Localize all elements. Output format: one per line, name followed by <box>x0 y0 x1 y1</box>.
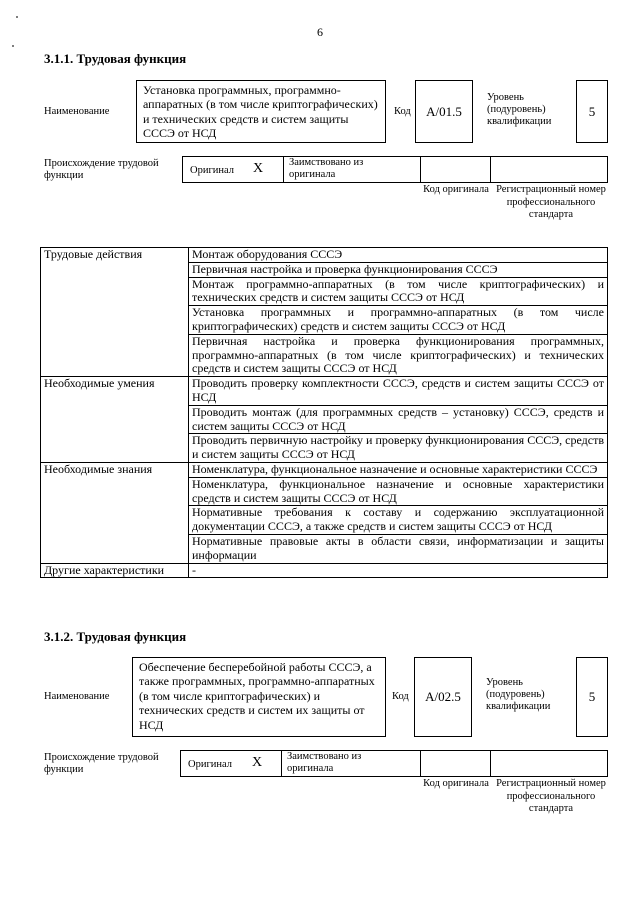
origin-divider <box>420 750 421 777</box>
level-box <box>576 80 608 143</box>
code-label: Код <box>394 106 411 117</box>
scan-speck <box>16 16 18 18</box>
name-label: Наименование <box>44 106 110 117</box>
action-item: Монтаж программно-аппаратных (в том числе криптографических) и технических средств и систем защиты СССЭ от НСД <box>189 277 608 306</box>
original-label: Оригинал <box>188 759 232 770</box>
borrowed-label: Заимствовано из оригинала <box>287 751 362 775</box>
level-value: 5 <box>588 103 596 119</box>
borrowed-label: Заимствовано из оригинала <box>289 157 364 181</box>
original-mark: X <box>252 755 263 770</box>
skill-item: Проводить проверку комплектности СССЭ, средств и систем защиты СССЭ от НСД <box>189 377 608 406</box>
other-label: Другие характеристики <box>41 563 189 578</box>
requirements-table <box>40 247 608 578</box>
knowledge-item: Нормативные правовые акты в области связи, информатизации и защиты информации <box>189 534 608 563</box>
table-row <box>41 377 608 406</box>
code-box <box>415 80 473 143</box>
action-item: Установка программных и программно-аппаратных (в том числе криптографических) средств и систем защиты СССЭ от НСД <box>189 306 608 335</box>
origin-label: Происхождение трудовой функции <box>44 158 159 182</box>
function-name-box <box>136 80 386 143</box>
origin-divider <box>420 156 421 183</box>
skills-label: Необходимые умения <box>41 377 189 463</box>
page-number: 6 <box>317 25 323 39</box>
origin-label: Происхождение трудовой функции <box>44 752 159 776</box>
knowledge-item: Номенклатура, функциональное назначение и основные характеристики СССЭ <box>189 462 608 477</box>
action-item: Первичная настройка и проверка функционирования СССЭ <box>189 262 608 277</box>
code-label: Код <box>392 691 409 702</box>
original-label: Оригинал <box>190 165 234 176</box>
reg-number-caption: Регистрационный номер профессионального стандарта <box>496 184 606 221</box>
knowledge-item: Нормативные требования к составу и содержанию эксплуатационной документации СССЭ, а также средств и систем защиты СССЭ от НСД <box>189 506 608 535</box>
level-label: Уровень (подуровень) квалификации <box>486 677 551 713</box>
code-value: A/02.5 <box>425 689 461 704</box>
origin-divider <box>281 750 282 777</box>
original-mark: X <box>253 161 264 176</box>
section-title: 3.1.1. Трудовая функция <box>44 51 187 66</box>
skill-item: Проводить монтаж (для программных средств – установку) СССЭ, средств и систем защиты СССЭ от НСД <box>189 405 608 434</box>
function-name-text: Установка программных, программно-аппаратных (в том числе криптографических) и технических средств и систем защиты СССЭ от НСД <box>143 83 378 141</box>
knowledge-item: Номенклатура, функциональное назначение и основные характеристики средств и систем защиты СССЭ от НСД <box>189 477 608 506</box>
function-name-box <box>132 657 386 737</box>
name-label: Наименование <box>44 691 110 702</box>
code-original-caption: Код оригинала <box>423 778 489 789</box>
level-box <box>576 657 608 737</box>
action-item: Первичная настройка и проверка функционирования программных, программно-аппаратных (в том числе криптографических) и технических средств и систем защиты СССЭ от НСД <box>189 334 608 376</box>
table-row <box>41 248 608 263</box>
origin-divider <box>490 750 491 777</box>
action-item: Монтаж оборудования СССЭ <box>189 248 608 263</box>
code-original-caption: Код оригинала <box>423 184 489 195</box>
other-value: - <box>189 563 608 578</box>
table-row <box>41 462 608 477</box>
level-value: 5 <box>588 689 596 704</box>
origin-divider <box>490 156 491 183</box>
scan-speck <box>12 45 14 47</box>
origin-divider <box>283 156 284 183</box>
table-row <box>41 563 608 578</box>
function-name-text: Обеспечение бесперебойной работы СССЭ, а также программных, программно-аппаратных (в том числе криптографических) и технических средств и систем их защиты от НСД <box>139 660 375 732</box>
skill-item: Проводить первичную настройку и проверку функционирования СССЭ, средств и систем защиты СССЭ от НСД <box>189 434 608 463</box>
reg-number-caption: Регистрационный номер профессионального стандарта <box>496 778 606 815</box>
section-title: 3.1.2. Трудовая функция <box>44 629 187 644</box>
knowledge-label: Необходимые знания <box>41 462 189 563</box>
code-value: A/01.5 <box>426 103 462 119</box>
actions-label: Трудовые действия <box>41 248 189 377</box>
level-label: Уровень (подуровень) квалификации <box>487 92 552 128</box>
code-box <box>414 657 472 737</box>
